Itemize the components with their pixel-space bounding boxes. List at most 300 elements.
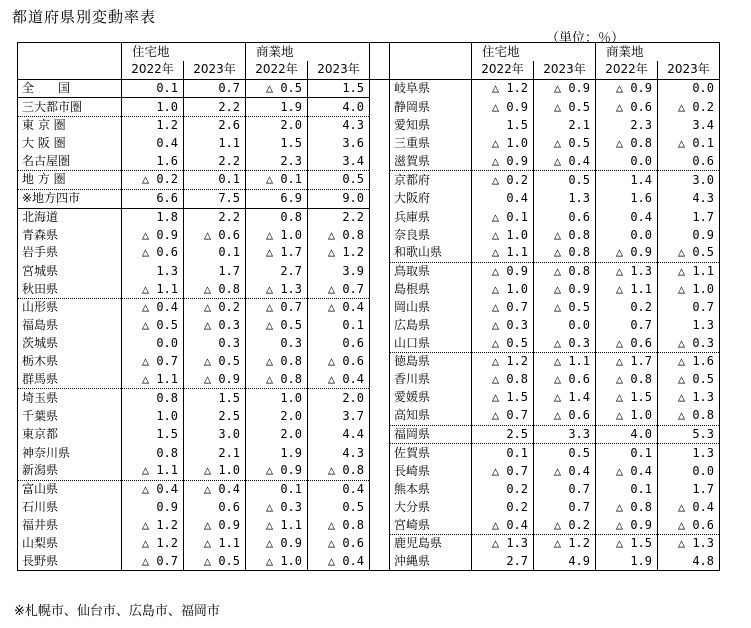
rate-value: 0.0 bbox=[534, 317, 596, 335]
rate-value: △ 0.8 bbox=[596, 499, 658, 517]
column-gap bbox=[370, 444, 390, 462]
region-name: 全 国 bbox=[18, 79, 122, 98]
rate-value: △ 1.3 bbox=[472, 534, 534, 552]
rate-value: 5.3 bbox=[658, 425, 720, 444]
rate-value: 0.1 bbox=[596, 444, 658, 462]
rate-value: 0.0 bbox=[596, 152, 658, 170]
rate-value: △ 0.5 bbox=[246, 317, 308, 335]
rate-value: △ 1.5 bbox=[596, 389, 658, 407]
rate-value: 4.3 bbox=[308, 117, 370, 135]
table-row bbox=[18, 117, 720, 135]
rate-value: △ 0.8 bbox=[308, 462, 370, 480]
header-blank-right bbox=[390, 61, 472, 80]
table-row bbox=[18, 171, 720, 190]
rate-value: △ 0.7 bbox=[246, 298, 308, 316]
rate-value: △ 0.4 bbox=[184, 480, 246, 498]
rate-value: 1.5 bbox=[184, 389, 246, 407]
rate-value: 2.3 bbox=[246, 152, 308, 170]
region-name: 京都府 bbox=[394, 172, 431, 187]
rate-value: △ 0.8 bbox=[246, 353, 308, 371]
rate-value: 3.4 bbox=[308, 152, 370, 170]
rate-value: △ 0.3 bbox=[184, 317, 246, 335]
rate-value: △ 1.2 bbox=[472, 79, 534, 98]
rate-value: △ 0.7 bbox=[308, 280, 370, 298]
column-gap bbox=[370, 298, 390, 316]
rate-value: 1.6 bbox=[122, 152, 184, 170]
rate-value: △ 0.5 bbox=[658, 371, 720, 389]
rate-value: △ 1.5 bbox=[472, 389, 534, 407]
rate-value: 0.1 bbox=[122, 79, 184, 98]
region-name: 大阪府 bbox=[394, 191, 431, 206]
column-gap bbox=[370, 317, 390, 335]
rate-value: △ 0.4 bbox=[472, 516, 534, 534]
table-row bbox=[18, 208, 720, 226]
rate-value: △ 0.2 bbox=[122, 171, 184, 190]
rate-value: △ 1.1 bbox=[122, 462, 184, 480]
region-name: 埼玉県 bbox=[22, 390, 59, 405]
column-gap bbox=[370, 371, 390, 389]
rate-value: △ 1.2 bbox=[122, 516, 184, 534]
rate-value: 6.6 bbox=[122, 189, 184, 208]
rate-value: △ 0.9 bbox=[596, 244, 658, 262]
rate-value: △ 0.7 bbox=[472, 462, 534, 480]
region-name: 群馬県 bbox=[18, 371, 122, 389]
column-gap bbox=[370, 43, 390, 61]
rate-value: △ 0.1 bbox=[658, 135, 720, 153]
header-residential-left: 住宅地 bbox=[122, 43, 246, 61]
header-year: 2023年 bbox=[534, 61, 596, 80]
rate-value: △ 0.9 bbox=[472, 262, 534, 280]
rate-value: △ 0.9 bbox=[122, 226, 184, 244]
region-name: 静岡県 bbox=[394, 99, 431, 114]
region-name: 山形県 bbox=[22, 300, 59, 315]
rate-value: 1.8 bbox=[122, 208, 184, 226]
rate-value: △ 0.4 bbox=[596, 462, 658, 480]
rate-value: 2.5 bbox=[184, 407, 246, 425]
rate-value: △ 0.9 bbox=[246, 534, 308, 552]
region-name: 地 方 圏 bbox=[18, 171, 122, 190]
rate-value: △ 0.2 bbox=[534, 516, 596, 534]
rate-value: 0.4 bbox=[308, 480, 370, 498]
region-name: 長野県 bbox=[22, 553, 59, 568]
region-name: 沖縄県 bbox=[394, 553, 431, 568]
rate-value: △ 1.0 bbox=[184, 462, 246, 480]
rate-value: 3.0 bbox=[658, 171, 720, 190]
rate-value: 0.5 bbox=[308, 171, 370, 190]
rate-value: 1.0 bbox=[122, 98, 184, 117]
rate-value: 3.7 bbox=[308, 407, 370, 425]
rate-value: △ 0.5 bbox=[184, 353, 246, 371]
rate-value: △ 0.1 bbox=[246, 171, 308, 190]
rate-value: △ 1.0 bbox=[472, 280, 534, 298]
rate-value: 1.2 bbox=[122, 117, 184, 135]
column-gap bbox=[370, 61, 390, 80]
rate-value: 1.3 bbox=[658, 444, 720, 462]
table-row bbox=[18, 334, 720, 352]
region-name: 鹿児島県 bbox=[394, 536, 443, 551]
table-row bbox=[18, 262, 720, 280]
rate-value: △ 1.2 bbox=[308, 244, 370, 262]
column-gap bbox=[370, 353, 390, 371]
region-name: 高知県 bbox=[390, 407, 472, 425]
rate-value: △ 1.2 bbox=[472, 353, 534, 371]
region-name: 宮崎県 bbox=[390, 516, 472, 534]
region-name: 大分県 bbox=[394, 499, 431, 514]
rate-value: △ 0.2 bbox=[472, 171, 534, 190]
rate-value: 0.1 bbox=[596, 480, 658, 498]
rate-value: 4.0 bbox=[596, 425, 658, 444]
rate-value: 0.1 bbox=[472, 444, 534, 462]
rate-value: 2.7 bbox=[246, 262, 308, 280]
column-gap bbox=[370, 171, 390, 190]
rate-value: △ 0.6 bbox=[596, 98, 658, 117]
rate-value: △ 0.8 bbox=[308, 516, 370, 534]
rate-value: △ 0.3 bbox=[534, 334, 596, 352]
rate-value: 0.7 bbox=[658, 298, 720, 316]
rate-value: 0.4 bbox=[472, 189, 534, 208]
rate-value: △ 0.5 bbox=[184, 553, 246, 571]
rate-value: △ 0.5 bbox=[534, 298, 596, 316]
rate-value: △ 0.7 bbox=[122, 553, 184, 571]
rate-value: 0.2 bbox=[472, 480, 534, 498]
rate-value: △ 0.9 bbox=[184, 516, 246, 534]
region-name: 岡山県 bbox=[394, 300, 431, 315]
column-gap bbox=[370, 208, 390, 226]
table-row bbox=[18, 534, 720, 552]
rate-value: 0.8 bbox=[246, 208, 308, 226]
rate-value: 4.8 bbox=[658, 553, 720, 571]
rate-value: △ 1.3 bbox=[658, 389, 720, 407]
rate-value: 0.5 bbox=[308, 499, 370, 517]
table-row bbox=[18, 444, 720, 462]
column-gap bbox=[370, 135, 390, 153]
region-name: 鳥取県 bbox=[394, 263, 431, 278]
table-row bbox=[18, 152, 720, 170]
rate-value: 0.6 bbox=[658, 152, 720, 170]
rate-value: △ 0.6 bbox=[534, 407, 596, 425]
column-gap bbox=[370, 334, 390, 352]
header-year: 2022年 bbox=[596, 61, 658, 80]
rate-value: 0.0 bbox=[596, 226, 658, 244]
rate-value: 1.9 bbox=[596, 553, 658, 571]
rate-value: △ 1.5 bbox=[596, 534, 658, 552]
region-name: 三大都市圏 bbox=[18, 98, 122, 117]
column-gap bbox=[370, 244, 390, 262]
table-row bbox=[18, 480, 720, 498]
region-name: 長崎県 bbox=[394, 463, 431, 478]
column-gap bbox=[370, 280, 390, 298]
region-name: 茨城県 bbox=[22, 335, 59, 350]
table-row bbox=[18, 407, 720, 425]
rate-value: △ 0.4 bbox=[308, 298, 370, 316]
header-year: 2023年 bbox=[184, 61, 246, 80]
rate-value: △ 0.5 bbox=[534, 98, 596, 117]
rate-value: △ 0.9 bbox=[534, 79, 596, 98]
region-name: 福井県 bbox=[22, 517, 59, 532]
rate-value: 2.0 bbox=[308, 389, 370, 407]
unit-label: （単位：％） bbox=[546, 31, 625, 46]
rate-value: △ 0.9 bbox=[596, 79, 658, 98]
rate-value: △ 0.8 bbox=[184, 280, 246, 298]
rate-value: △ 0.3 bbox=[658, 334, 720, 352]
header-group-row bbox=[18, 43, 720, 61]
region-name: 兵庫県 bbox=[394, 209, 431, 224]
rate-value: △ 1.1 bbox=[534, 353, 596, 371]
column-gap bbox=[370, 117, 390, 135]
rate-value: 0.2 bbox=[472, 499, 534, 517]
region-name: 徳島県 bbox=[394, 354, 431, 369]
table-row bbox=[18, 98, 720, 117]
rate-value: △ 1.3 bbox=[246, 280, 308, 298]
rate-value: 7.5 bbox=[184, 189, 246, 208]
rate-value: △ 1.1 bbox=[122, 280, 184, 298]
rate-value: 3.9 bbox=[308, 262, 370, 280]
rate-value: △ 0.4 bbox=[308, 371, 370, 389]
rate-value: 6.9 bbox=[246, 189, 308, 208]
region-name: 千葉県 bbox=[22, 408, 59, 423]
rate-value: 0.7 bbox=[596, 317, 658, 335]
rate-value: △ 0.5 bbox=[122, 317, 184, 335]
region-name: 神奈川県 bbox=[22, 445, 71, 460]
rate-value: △ 0.6 bbox=[184, 226, 246, 244]
rate-value: △ 1.7 bbox=[246, 244, 308, 262]
region-name: 広島県 bbox=[394, 317, 431, 332]
rate-value: 3.4 bbox=[658, 117, 720, 135]
rate-value: △ 0.4 bbox=[534, 152, 596, 170]
rate-value: △ 0.5 bbox=[658, 244, 720, 262]
region-name: 愛媛県 bbox=[394, 390, 431, 405]
rate-value: △ 0.4 bbox=[122, 298, 184, 316]
rate-value: 0.3 bbox=[246, 334, 308, 352]
rate-value: △ 0.3 bbox=[472, 317, 534, 335]
rate-value: 4.0 bbox=[308, 98, 370, 117]
rate-value: △ 0.7 bbox=[472, 298, 534, 316]
column-gap bbox=[370, 425, 390, 444]
rate-value: △ 1.0 bbox=[658, 280, 720, 298]
rate-value: △ 0.9 bbox=[246, 462, 308, 480]
rate-value: 0.9 bbox=[658, 226, 720, 244]
rate-value: △ 1.4 bbox=[534, 389, 596, 407]
region-name: 香川県 bbox=[394, 372, 431, 387]
region-name: 熊本県 bbox=[394, 481, 431, 496]
rate-value: △ 0.4 bbox=[658, 499, 720, 517]
rate-value: 0.6 bbox=[308, 334, 370, 352]
rate-value: △ 0.4 bbox=[122, 480, 184, 498]
rate-value: △ 0.8 bbox=[246, 371, 308, 389]
rate-value: 2.0 bbox=[246, 425, 308, 444]
rate-value: 3.3 bbox=[534, 425, 596, 444]
rate-value: 4.3 bbox=[658, 189, 720, 208]
rate-value: 1.0 bbox=[246, 389, 308, 407]
header-blank-left bbox=[18, 61, 122, 80]
table-row bbox=[18, 189, 720, 208]
region-name: 石川県 bbox=[22, 499, 59, 514]
rate-value: △ 1.2 bbox=[534, 534, 596, 552]
region-name: ※地方四市 bbox=[18, 189, 122, 208]
rate-value: △ 0.6 bbox=[308, 353, 370, 371]
rate-value: 0.0 bbox=[122, 334, 184, 352]
table-row bbox=[18, 516, 720, 534]
header-year: 2023年 bbox=[308, 61, 370, 80]
rate-value: △ 0.8 bbox=[472, 371, 534, 389]
rate-value: 3.6 bbox=[308, 135, 370, 153]
rate-value: 4.9 bbox=[534, 553, 596, 571]
rate-value: △ 0.6 bbox=[658, 516, 720, 534]
header-commercial-left: 商業地 bbox=[246, 43, 370, 61]
rate-value: 0.3 bbox=[184, 334, 246, 352]
rate-value: △ 0.4 bbox=[534, 462, 596, 480]
rate-value: △ 0.7 bbox=[122, 353, 184, 371]
rate-value: △ 1.1 bbox=[246, 516, 308, 534]
region-name: 福島県 bbox=[22, 317, 59, 332]
rate-value: 3.0 bbox=[184, 425, 246, 444]
rate-value: 1.7 bbox=[658, 480, 720, 498]
rate-value: △ 1.3 bbox=[596, 262, 658, 280]
rate-value: 1.6 bbox=[596, 189, 658, 208]
rate-value: 1.5 bbox=[246, 135, 308, 153]
rate-value: 0.9 bbox=[122, 499, 184, 517]
rate-value: △ 0.6 bbox=[308, 534, 370, 552]
header-commercial-right: 商業地 bbox=[596, 43, 720, 61]
rate-value: 2.2 bbox=[184, 208, 246, 226]
rate-value: △ 0.8 bbox=[534, 262, 596, 280]
rate-value: 2.5 bbox=[472, 425, 534, 444]
region-name: 名古屋圏 bbox=[18, 152, 122, 170]
rate-value: 0.7 bbox=[534, 480, 596, 498]
rate-value: △ 0.6 bbox=[596, 334, 658, 352]
rate-value: △ 1.1 bbox=[122, 371, 184, 389]
region-name: 東 京 圏 bbox=[22, 118, 66, 133]
rate-value: 1.5 bbox=[122, 425, 184, 444]
column-gap bbox=[370, 553, 390, 571]
region-name: 岐阜県 bbox=[394, 81, 431, 96]
rate-value: 0.0 bbox=[658, 79, 720, 98]
region-name: 福岡県 bbox=[390, 425, 472, 444]
rate-value: △ 0.1 bbox=[472, 208, 534, 226]
table-row bbox=[18, 298, 720, 316]
rate-value: △ 1.7 bbox=[596, 353, 658, 371]
table-row bbox=[18, 244, 720, 262]
rate-value: 1.3 bbox=[658, 317, 720, 335]
rate-value: △ 0.9 bbox=[596, 516, 658, 534]
rate-value: 0.6 bbox=[534, 208, 596, 226]
rate-value: △ 1.6 bbox=[658, 353, 720, 371]
header-year: 2022年 bbox=[122, 61, 184, 80]
rate-value: △ 0.5 bbox=[534, 135, 596, 153]
rate-value: △ 0.9 bbox=[472, 152, 534, 170]
column-gap bbox=[370, 462, 390, 480]
region-name: 山口県 bbox=[390, 334, 472, 352]
rate-value: △ 0.5 bbox=[472, 334, 534, 352]
table-row bbox=[18, 353, 720, 371]
rate-table-wrapper bbox=[17, 42, 720, 571]
header-blank-right bbox=[390, 43, 472, 61]
rate-value: △ 0.4 bbox=[308, 553, 370, 571]
rate-value: △ 0.9 bbox=[534, 280, 596, 298]
column-gap bbox=[370, 499, 390, 517]
region-name: 北海道 bbox=[22, 209, 59, 224]
rate-value: 9.0 bbox=[308, 189, 370, 208]
rate-value: 0.0 bbox=[658, 462, 720, 480]
region-name: 大 阪 圏 bbox=[22, 136, 66, 151]
region-name: 東京都 bbox=[22, 427, 59, 442]
region-name: 山梨県 bbox=[22, 535, 59, 550]
rate-value: 4.3 bbox=[308, 444, 370, 462]
rate-value: 0.1 bbox=[246, 480, 308, 498]
column-gap bbox=[370, 516, 390, 534]
rate-value: △ 0.9 bbox=[472, 98, 534, 117]
rate-value: △ 1.0 bbox=[472, 226, 534, 244]
rate-value: 1.7 bbox=[184, 262, 246, 280]
rate-value: △ 0.9 bbox=[184, 371, 246, 389]
rate-value: 1.3 bbox=[534, 189, 596, 208]
rate-value: 1.1 bbox=[184, 135, 246, 153]
rate-value: △ 1.1 bbox=[658, 262, 720, 280]
rate-value: 0.1 bbox=[184, 171, 246, 190]
header-residential-right: 住宅地 bbox=[472, 43, 596, 61]
rate-value: 0.5 bbox=[534, 171, 596, 190]
table-row bbox=[18, 499, 720, 517]
rate-value: 1.5 bbox=[308, 79, 370, 98]
region-name: 三重県 bbox=[394, 136, 431, 151]
rate-value: 2.1 bbox=[184, 444, 246, 462]
rate-value: △ 0.6 bbox=[122, 244, 184, 262]
column-gap bbox=[370, 98, 390, 117]
region-name: 栃木県 bbox=[22, 354, 59, 369]
rate-value: 1.9 bbox=[246, 98, 308, 117]
rate-value: △ 0.8 bbox=[308, 226, 370, 244]
rate-value: 0.8 bbox=[122, 389, 184, 407]
rate-value: 0.4 bbox=[122, 135, 184, 153]
rate-value: 2.2 bbox=[184, 152, 246, 170]
rate-value: 0.4 bbox=[596, 208, 658, 226]
rate-value: 4.4 bbox=[308, 425, 370, 444]
column-gap bbox=[370, 262, 390, 280]
column-gap bbox=[370, 79, 390, 98]
rate-value: △ 0.8 bbox=[534, 244, 596, 262]
table-row bbox=[18, 317, 720, 335]
region-name: 秋田県 bbox=[18, 280, 122, 298]
rate-value: 1.3 bbox=[122, 262, 184, 280]
region-name: 青森県 bbox=[22, 227, 59, 242]
region-name: 富山県 bbox=[22, 482, 59, 497]
rate-value: 2.1 bbox=[534, 117, 596, 135]
rate-value: 2.0 bbox=[246, 117, 308, 135]
column-gap bbox=[370, 480, 390, 498]
region-name: 岩手県 bbox=[22, 245, 59, 260]
rate-value: 0.7 bbox=[184, 79, 246, 98]
table-row bbox=[18, 371, 720, 389]
rate-value: 0.1 bbox=[184, 244, 246, 262]
table-row bbox=[18, 462, 720, 480]
column-gap bbox=[370, 534, 390, 552]
rate-value: △ 1.1 bbox=[472, 244, 534, 262]
column-gap bbox=[370, 389, 390, 407]
rate-value: △ 1.1 bbox=[596, 280, 658, 298]
table-row bbox=[18, 135, 720, 153]
table-row bbox=[18, 389, 720, 407]
rate-value: 2.6 bbox=[184, 117, 246, 135]
table-row bbox=[18, 425, 720, 444]
rate-value: △ 1.0 bbox=[472, 135, 534, 153]
rate-value: 0.7 bbox=[534, 499, 596, 517]
rate-value: △ 0.6 bbox=[534, 371, 596, 389]
header-year: 2022年 bbox=[246, 61, 308, 80]
region-name: 佐賀県 bbox=[394, 445, 431, 460]
region-name: 滋賀県 bbox=[390, 152, 472, 170]
rate-table bbox=[17, 42, 720, 571]
region-name: 愛知県 bbox=[394, 118, 431, 133]
